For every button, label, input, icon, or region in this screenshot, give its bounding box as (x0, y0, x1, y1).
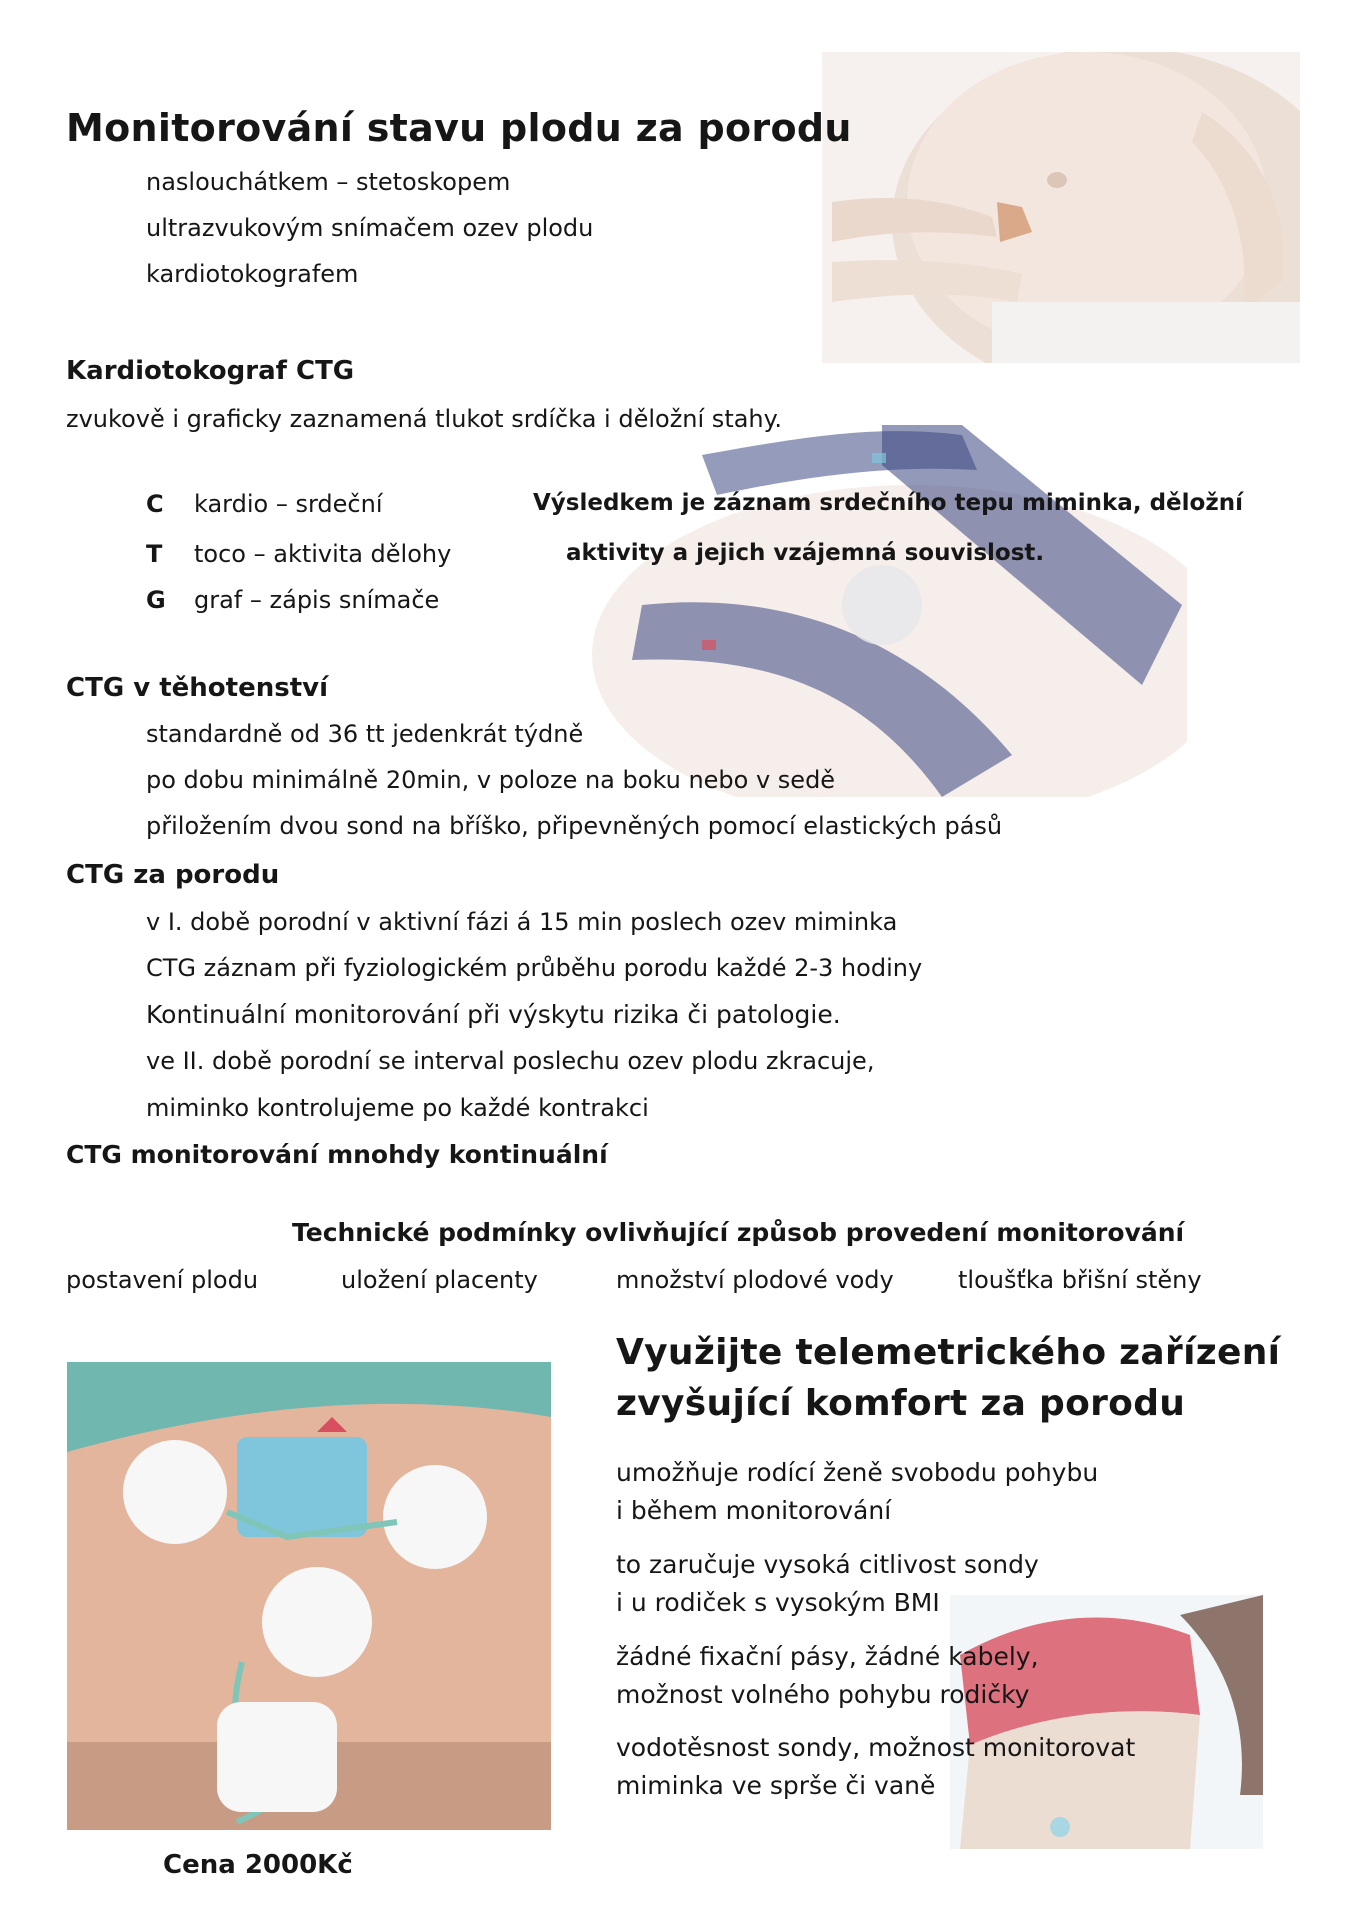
labor-heading: CTG za porodu (66, 860, 280, 890)
acronym-text: kardio – srdeční (194, 490, 383, 518)
telemetry-item: to zaručuje vysoká citlivost sondy (616, 1550, 1039, 1579)
method-item: ultrazvukovým snímačem ozev plodu (146, 214, 594, 242)
telemetry-item: i během monitorování (616, 1496, 892, 1525)
pregnancy-item: přiložením dvou sond na bříško, připevněných pomocí elastických pásů (146, 812, 1003, 840)
ctg-result-line: aktivity a jejich vzájemná souvislost. (566, 540, 1045, 566)
labor-item: v I. době porodní v aktivní fázi á 15 min poslech ozev miminka (146, 908, 898, 936)
telemetry-item: vodotěsnost sondy, možnost monitorovat (616, 1733, 1136, 1762)
condition-item: postavení plodu (66, 1266, 259, 1294)
telemetry-title-line: Využijte telemetrického zařízení (616, 1332, 1281, 1373)
telemetry-item: možnost volného pohybu rodičky (616, 1680, 1030, 1709)
condition-item: tloušťka břišní stěny (958, 1266, 1202, 1294)
pregnancy-heading: CTG v těhotenství (66, 673, 328, 703)
method-item: kardiotokografem (146, 260, 359, 288)
acronym-letter: G (146, 586, 166, 614)
labor-item: ve II. době porodní se interval poslechu ozev plodu zkracuje, (146, 1047, 875, 1075)
method-item: naslouchátkem – stetoskopem (146, 168, 511, 196)
telemetry-item: i u rodiček s vysokým BMI (616, 1588, 940, 1617)
photo-ctg-belts (582, 425, 1187, 797)
labor-item: miminko kontrolujeme po každé kontrakci (146, 1094, 649, 1122)
page-title: Monitorování stavu plodu za porodu (66, 106, 852, 150)
telemetry-item: miminka ve sprše či vaně (616, 1771, 936, 1800)
ctg-heading: Kardiotokograf CTG (66, 356, 355, 386)
condition-item: uložení placenty (341, 1266, 538, 1294)
conditions-heading: Technické podmínky ovlivňující způsob provedení monitorování (292, 1218, 1185, 1247)
telemetry-title-line: zvyšující komfort za porodu (616, 1383, 1186, 1424)
acronym-letter: T (146, 540, 163, 568)
labor-footer: CTG monitorování mnohdy kontinuální (66, 1140, 608, 1169)
acronym-text: graf – zápis snímače (194, 586, 440, 614)
photo-stethoscope-belly (822, 52, 1300, 363)
condition-item: množství plodové vody (616, 1266, 894, 1294)
photo-telemetric-probe (67, 1362, 551, 1830)
photo-woman-telemetry (950, 1595, 1263, 1849)
telemetry-item: žádné fixační pásy, žádné kabely, (616, 1642, 1039, 1671)
ctg-result-line: Výsledkem je záznam srdečního tepu miminka, děložní (533, 490, 1243, 516)
labor-item: Kontinuální monitorování při výskytu rizika či patologie. (146, 1000, 841, 1029)
acronym-letter: C (146, 490, 164, 518)
ctg-description: zvukově i graficky zaznamená tlukot srdíčka i děložní stahy. (66, 405, 783, 433)
labor-item: CTG záznam při fyziologickém průběhu porodu každé 2-3 hodiny (146, 954, 923, 982)
telemetry-item: umožňuje rodící ženě svobodu pohybu (616, 1458, 1099, 1487)
price: Cena 2000Kč (163, 1850, 353, 1880)
pregnancy-item: po dobu minimálně 20min, v poloze na boku nebo v sedě (146, 766, 836, 794)
pregnancy-item: standardně od 36 tt jedenkrát týdně (146, 720, 584, 748)
acronym-text: toco – aktivita dělohy (194, 540, 452, 568)
